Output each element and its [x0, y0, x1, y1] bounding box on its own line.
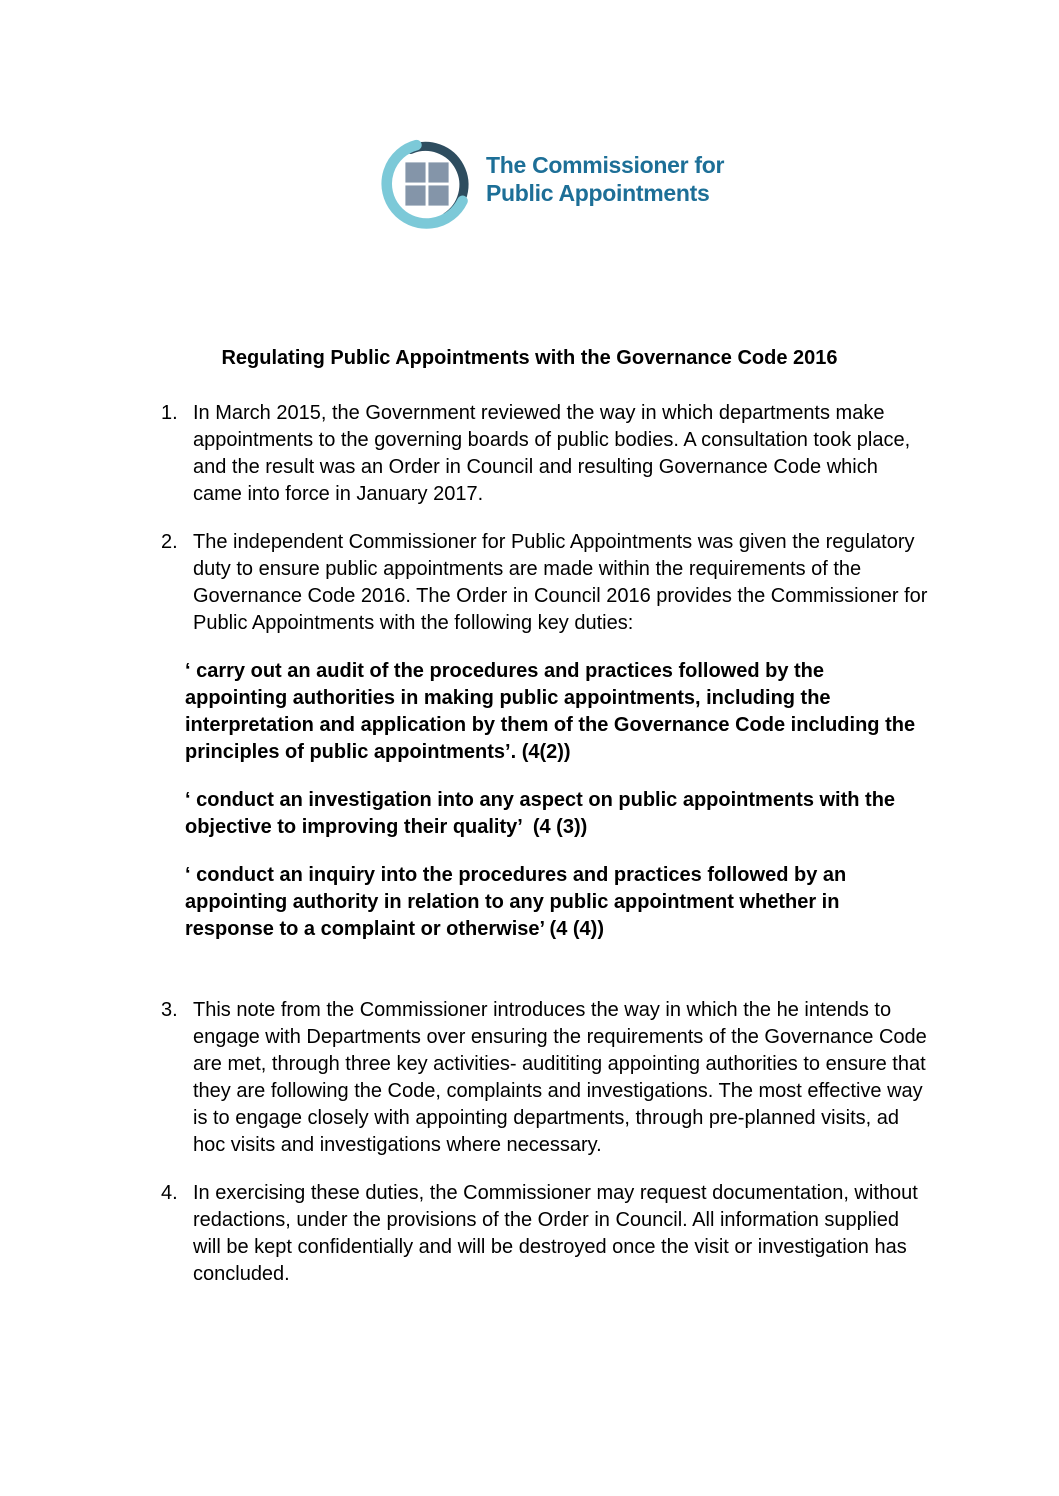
- quoted-duty-investigation: ‘ conduct an investigation into any aspect on public appointments with the objective to improving their quality’ (4 (3)): [185, 789, 901, 838]
- logo-square: [428, 162, 448, 182]
- quoted-duty-inquiry: ‘ conduct an inquiry into the procedures and practices followed by an appointing authority in relation to any public appointment whether in response to a complaint or otherwise’ (4 (4)): [185, 864, 852, 940]
- list-item-number: 2.: [161, 531, 178, 553]
- list-item-number: 1.: [161, 402, 178, 424]
- list-item-1: [161, 400, 929, 508]
- document-content: [0, 345, 1059, 1288]
- logo-square: [405, 162, 425, 182]
- logo-square: [428, 185, 448, 205]
- quoted-duty-audit: ‘ carry out an audit of the procedures and practices followed by the appointing authorities in making public appointments, including the interpretation and application by them of the Governance Code including the principles of public appointments’. (4(2)): [185, 660, 921, 763]
- list-item-text: In March 2015, the Government reviewed the way in which departments make appointments to the governing boards of public bodies. A consultation took place, and the result was an Order in Council and resulting Governance Code which came into force in January 2017.: [193, 402, 911, 505]
- list-item-4: [161, 1180, 929, 1288]
- list-item-number: 4.: [161, 1182, 178, 1204]
- commissioner-logo-icon: [379, 136, 475, 232]
- list-item-2: [161, 529, 929, 637]
- logo-text-line1: The Commissioner for: [486, 152, 725, 178]
- list-item-text: This note from the Commissioner introduces the way in which the he intends to engage with Departments over ensuring the requirements of the Governance Code are met, through three key activities- audititing appointing authorities to ensure that they are following the Code, complaints and investigations. The most effective way is to engage closely with appointing departments, through pre-planned visits, ad hoc visits and investigations where necessary.: [193, 999, 927, 1156]
- document-title: Regulating Public Appointments with the Governance Code 2016: [221, 347, 838, 369]
- list-item-number: 3.: [161, 999, 178, 1021]
- logo-wordmark: [486, 151, 724, 207]
- commissioner-logo: [379, 136, 724, 232]
- list-item-text: In exercising these duties, the Commissioner may request documentation, without redactions, under the provisions of the Order in Council. All information supplied will be kept confidentially and will be destroyed once the visit or investigation has concluded.: [193, 1182, 918, 1285]
- list-item-text: The independent Commissioner for Public Appointments was given the regulatory duty to ensure public appointments are made within the requirements of the Governance Code 2016. The Order in Council 2016 provides the Commissioner for Public Appointments with the following key duties:: [193, 531, 928, 634]
- logo-square: [405, 185, 425, 205]
- list-item-3: [161, 997, 929, 1159]
- logo-text-line2: Public Appointments: [486, 180, 710, 206]
